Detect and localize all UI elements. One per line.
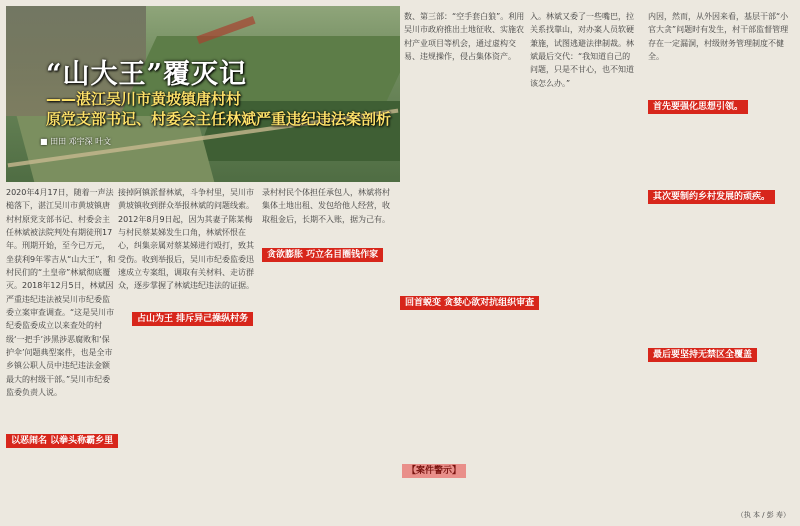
section-heading-6: 首先要强化思想引领。	[648, 100, 748, 114]
column-6-text: 内因，然而，从外因来看，基层干部“小官大贪”问题时有发生，村干部监督管理存在一定漏洞，村级财务管理制度不健全。	[648, 12, 789, 62]
column-1-text: 2020年4月17日，随着一声法槌落下，湛江吴川市黄坡镇唐村村原党支部书记、村委会主任林斌被法院判处有期徒刑17年。刑期开始，至今已万元，坐获利9年零吉从“山大王”，和村民们的“土皇帝”林斌彻底覆灭。2018年12月5日，林斌因严重违纪违法被吴川市纪委监委立案审查调查。“这是吴川市纪委监委成立以来查处的村级‘一把手’涉黑涉恶腐败和‘保护伞’问题典型案件，也是全市乡镇公职人员中违纪违法金额最大的村级干部。”吴川市纪委监委负责人说。	[6, 188, 116, 398]
section-heading-4: 回首蜕变 贪婪心欲对抗组织审查	[400, 296, 539, 310]
section-heading-3: 贪欲膨胀 巧立名目圈钱作家	[262, 248, 383, 262]
column-5-text: 入。林斌又委了一些嘴巴，拉关系找靠山，对办案人员软硬兼施，试图逃避法律制裁。林斌最后交代：“我知道自己的问题，只是不甘心，也不知道该怎么办。”	[530, 12, 634, 88]
article-author: ■ 田田 邓宇深 叶文	[40, 137, 112, 146]
article-subtitle-line1: ——湛江吴川市黄坡镇唐村村	[46, 90, 242, 108]
column-4-text: 数、第三部：“空手套白狼”。利用吴川市政府推出土地征收、实施农村产业项目等机会，通过虚构交易、违规操作，侵占集体资产。	[404, 12, 525, 62]
section-heading-7: 其次要制约乡村发展的顽疾。	[648, 190, 775, 204]
section-heading-8: 最后要坚持无禁区全覆盖	[648, 348, 757, 362]
article-title: “山大王”覆灭记	[46, 59, 248, 90]
hero-photo	[6, 6, 400, 182]
case-warning-heading: 【案件警示】	[402, 464, 466, 478]
page-footer: （执 本 / 彭 寿）	[736, 511, 790, 519]
section-heading-2: 占山为王 排斥异己操纵村务	[132, 312, 253, 326]
column-2-text: 接掉阿镇派督林斌，斗争村里，吴川市黄坡镇收到群众举报林斌的问题线索。2012年8月9日起，因为其妻子陈某梅与村民蔡某娣发生口角，林斌怀恨在心，纠集亲属对蔡某娣进行殴打，致其受伤。收到举报后，吴川市纪委监委迅速成立专案组，调取有关材料、走访群众，逐步掌握了林斌违纪违法的证据。	[118, 188, 254, 291]
article-subtitle-line2: 原党支部书记、村委会主任林斌严重违纪违法案剖析	[46, 110, 392, 128]
column-3-text: 录村村民个体担任承包人，林斌将村集体土地出租、发包给他人经营，收取租金后，长期不入账，据为己有。	[262, 188, 390, 224]
section-heading-1: 以恶闹名 以拳头称霸乡里	[6, 434, 118, 448]
